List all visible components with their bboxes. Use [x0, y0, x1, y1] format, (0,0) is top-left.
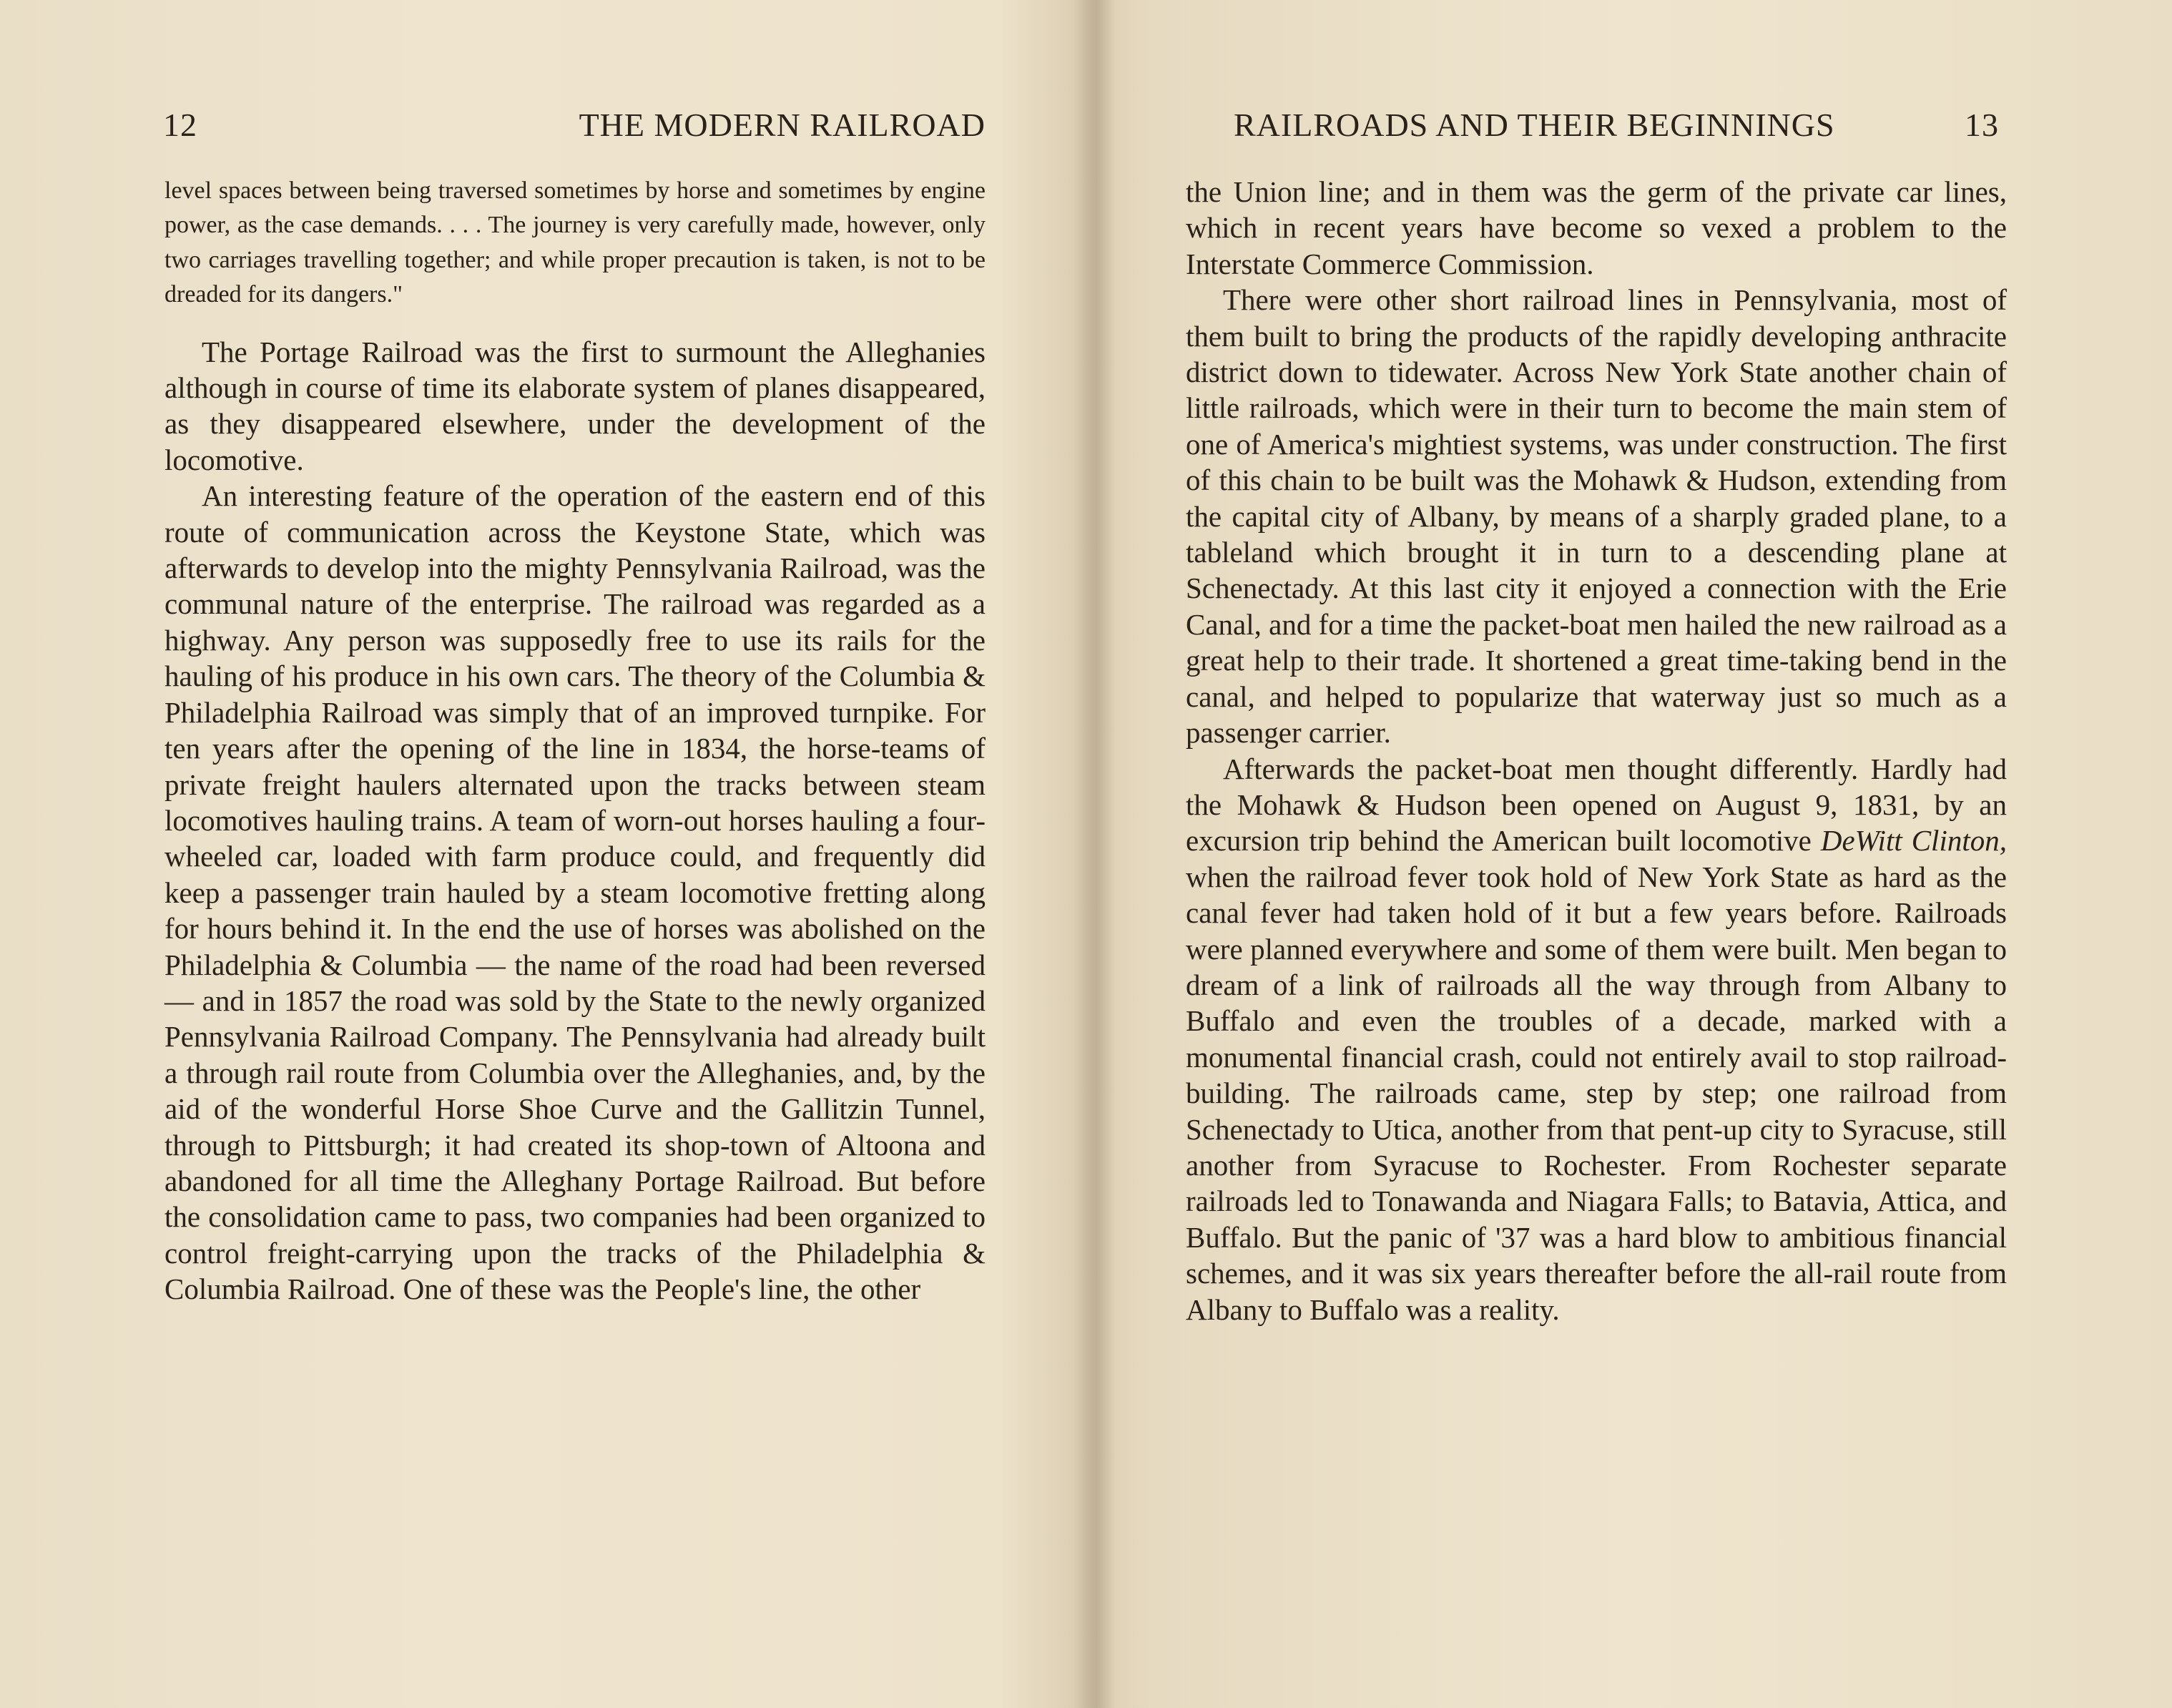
paragraph-text: when the railroad fever took hold of New York State as hard as the canal fever had taken hold of it but a few years before. Railroads were planned everywhere and some of them were built. Men began to dream of a link of railroads all the way through from Albany to Buffalo and even the troubles of a decade, marked with a monumental financial crash, could not entirely avail to stop railroad-building. The railroads came, step by step; one railroad from Schenectady to Utica, another from that pent-up city to Syracuse, still another from Syracuse to Rochester. From Rochester separate railroads led to Tonawanda and Niagara Falls; to Batavia, Attica, and Buffalo. But the panic of '37 was a hard blow to ambitious financial schemes, and it was six years thereafter before the all-rail route from Albany to Buffalo was a reality.	[1186, 860, 2007, 1326]
right-page-number: 13	[1965, 107, 1999, 143]
paragraph: There were other short railroad lines in Pennsylvania, most of them built to bring the products of the rapidly developing anthracite district down to tidewater. Across New York State another chain of little railroads, which were in their turn to become the main stem of one of America's mightiest systems, was under construction. The first of this chain to be built was the Mohawk & Hudson, extending from the capital city of Albany, by means of a sharply graded plane, to a tableland which brought it in turn to a descending plane at Schenectady. At this last city it enjoyed a connection with the Erie Canal, and for a time the packet-boat men hailed the new railroad as a great help to their trade. It shortened a great time-taking bend in the canal, and helped to popularize that waterway just so much as a passenger carrier.	[1186, 283, 2007, 750]
right-text-column	[1186, 174, 2007, 1327]
paragraph: The Portage Railroad was the first to surmount the Alleghanies although in course of time its elaborate system of planes disappeared, as they disappeared elsewhere, under the development of the locomotive.	[164, 335, 986, 476]
right-page-header	[1234, 106, 1999, 149]
paragraph	[1186, 751, 2007, 1328]
paragraph: An interesting feature of the operation of the eastern end of this route of communication across the Keystone State, which was afterwards to develop into the mighty Pennsylvania Railroad, was the communal nature of the enterprise. The railroad was regarded as a highway. Any person was supposedly free to use its rails for the hauling of his produce in his own cars. The theory of the Columbia & Philadelphia Railroad was simply that of an improved turnpike. For ten years after the opening of the line in 1834, the horse-teams of private freight haulers alternated upon the tracks between steam locomotives hauling trains. A team of worn-out horses hauling a four-wheeled car, loaded with farm produce could, and frequently did keep a passenger train hauled by a steam locomotive fretting along for hours behind it. In the end the use of horses was abolished on the Philadelphia & Columbia — the name of the road had been reversed — and in 1857 the road was sold by the State to the newly organized Pennsylvania Railroad Company. The Pennsylvania had already built a through rail route from Columbia over the Alleghanies, and, by the aid of the wonderful Horse Shoe Curve and the Gallitzin Tunnel, through to Pittsburgh; it had created its shop-town of Altoona and abandoned for all time the Alleghany Portage Railroad. But before the consolidation came to pass, two companies had been organized to control freight-carrying upon the tracks of the Philadelphia & Columbia Railroad. One of these was the People's line, the other	[164, 479, 986, 1306]
left-running-head: THE MODERN RAILROAD	[579, 107, 986, 143]
left-page-header	[163, 106, 986, 149]
left-page-number: 12	[163, 107, 197, 143]
block-quote: level spaces between being traversed sometimes by horse and sometimes by engine power, as the case demands. . . . The journey is very carefully made, however, only two carriages travelling together; and while proper precaution is taken, is not to be dreaded for its dangers."	[164, 177, 986, 308]
right-running-head: RAILROADS AND THEIR BEGINNINGS	[1234, 107, 1835, 143]
right-page	[1101, 0, 2172, 1708]
left-text-column	[164, 174, 986, 1307]
locomotive-name: DeWitt Clinton,	[1820, 824, 2007, 858]
paragraph-text: Afterwards the packet-boat men thought differently. Hardly had the Mohawk & Hudson been opened on August 9, 1831, by an excursion trip behind the American built locomotive	[1186, 752, 2007, 858]
paragraph: the Union line; and in them was the germ of the private car lines, which in recent years have become so vexed a problem to the Interstate Commerce Commission.	[1186, 175, 2007, 280]
